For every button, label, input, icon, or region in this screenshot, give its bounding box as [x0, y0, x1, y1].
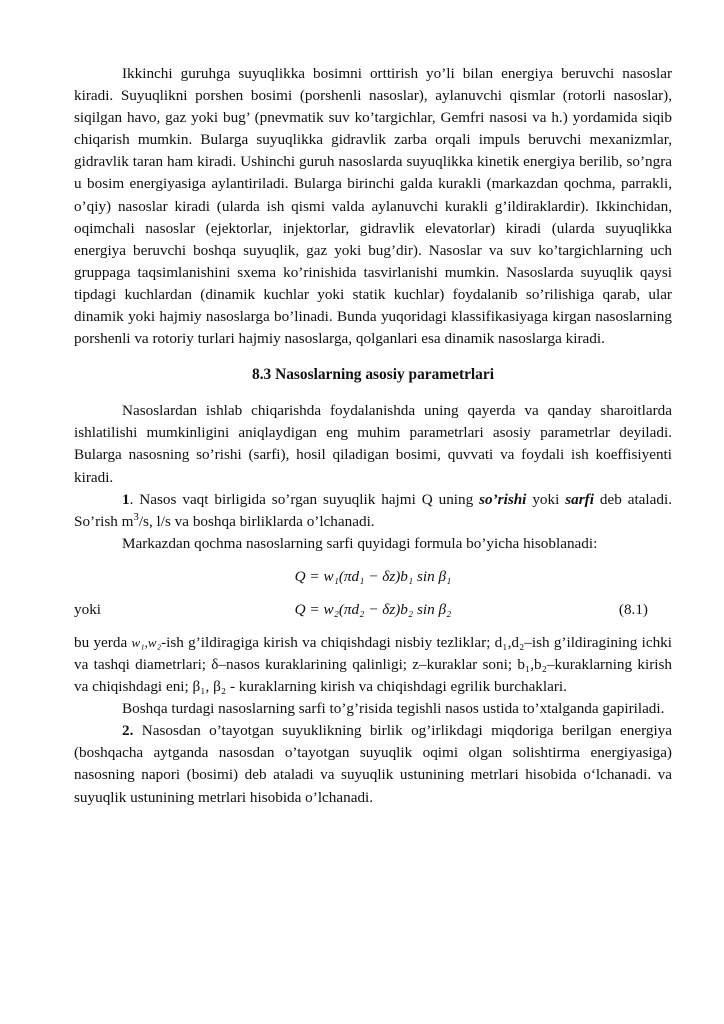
formula-flow-inlet: Q = w₁(πd₁ − δz)b₁ sin β₁ [294, 567, 452, 585]
formula-row-1 [74, 566, 672, 588]
item-number-2: 2. [122, 722, 134, 740]
variables-w1-w2: w₁,w₂ [131, 634, 162, 650]
section-heading: 8.3 Nasoslarning asosiy parametrlari [252, 366, 494, 384]
paragraph-pump-groups: Ikkinchi guruhga suyuqlikka bosimni orttirish yo’li bilan energiya beruvchi nasoslar kiradi. Suyuqlikni porshen bosimi (porshenli nasoslar), aylanuvchi qismlar (rotorli nasoslar), siqilgan havo, gaz yoki bug’ (pnevmatik suv ko’targichlar, Gemfri nasosi va h.) yordamida siqib chiqarish mumkin. Bularga suyuqlikka gidravlik zarba orqali impuls beruvchi mexanizmlar, gidravlik taran ham kiradi. Ushinchi guruh nasoslarda suyuqlikka kinetik energiya berilib, so’ngra u bosim energiyasiga aylantiriladi. Bularga birinchi galda kurakli (markazdan qochma, parrakli, o’qiy) nasoslar kiradi (ularda ish qismi valda aylanuvchi kurakli g’ildiraklardir). Ikkinchidan, oqimchali nasoslar (ejektorlar, injektorlar, gidravlik elevatorlar) kiradi (ularda suyuqlikka energiya beruvchi boshqa suyuqlik, gaz yoki bug’dir). Nasoslar va suv ko’targichlarning uch gruppaga taqsimlanishini sxema ko’rinishida tasvirlanishi mumkin. Nasoslarda suyuqlik qaysi tipdagi kuchlardan (dinamik kuchlar yoki statik kuchlar) foydalanib so’rilishiga qarab, ular dinamik yoki hajmiy nasoslarga bo’linadi. Bunda yuqoridagi klassifikasiyaga kirgan nasoslarning porshenli va rotoriy turlari hajmiy nasoslarga, qolganlari esa dinamik nasoslarga kiradi. [74, 65, 672, 348]
document-page [74, 63, 672, 809]
paragraph-head-definition: 2. Nasosdan o’tayotgan suyuklikning birlik og’irlikdagi miqdoriga berilgan energiya (boshqacha aytganda nasosdan o’tayotgan suyuqlik oqimi olgan solishtirma energiyasiga) nasosning napori (bosimi) deb ataladi va suyuqlik ustunining metrlari hisobida o‘lchanadi. va suyuqlik ustunining metrlari hisobida o’lchanadi. [74, 722, 672, 806]
item-number: 1 [122, 490, 130, 508]
paragraph-variable-definitions: bu yerda w₁,w₂-ish g’ildiragiga kirish va chiqishdagi nisbiy tezliklar; d₁,d₂–ish g’ildiragining ichki va tashqi diametrlari; δ–nasos kuraklarining qalinligi; z–kuraklar soni; b₁,b₂–kuraklarning kirish va chiqishdagi eni; β₁, β₂ - kuraklarning kirish va chiqishdagi egrilik burchaklari. [74, 633, 672, 696]
paragraph-flow-definition: 1. Nasos vaqt birligida so’rgan suyuqlik hajmi Q uning so’rishi yoki sarfi deb ataladi. So’rish $m^3/s$, l/s va boshqa birliklarda o’lchanadi. [74, 490, 672, 530]
formula-label: yoki [74, 600, 102, 618]
term-suction: so’rishi [479, 490, 527, 508]
formula-flow-outlet: Q = w₂(πd₂ − δz)b₂ sin β₂ [294, 600, 452, 618]
formula-row-2 [74, 599, 672, 621]
paragraph-main-parameters: Nasoslardan ishlab chiqarishda foydalanishda uning qayerda va qanday sharoitlarda ishlatilishi mumkinligini aniqlaydigan eng muhim parametrlari asosiy parametrlar deyiladi. Bularga nasosning so’rishi (sarfi), hosil qiladigan bosimi, quvvati va foydali ish koeffisiyenti kiradi. [74, 402, 672, 486]
paragraph-other-pumps: Boshqa turdagi nasoslarning sarfi to’g’risida tegishli nasos ustida to’xtalganda gapiriladi. [122, 700, 665, 718]
term-flow: sarfi [565, 490, 594, 508]
formula-number: (8.1) [618, 600, 648, 618]
paragraph-formula-intro: Markazdan qochma nasoslarning sarfi quyidagi formula bo’yicha hisoblanadi: [122, 534, 598, 552]
